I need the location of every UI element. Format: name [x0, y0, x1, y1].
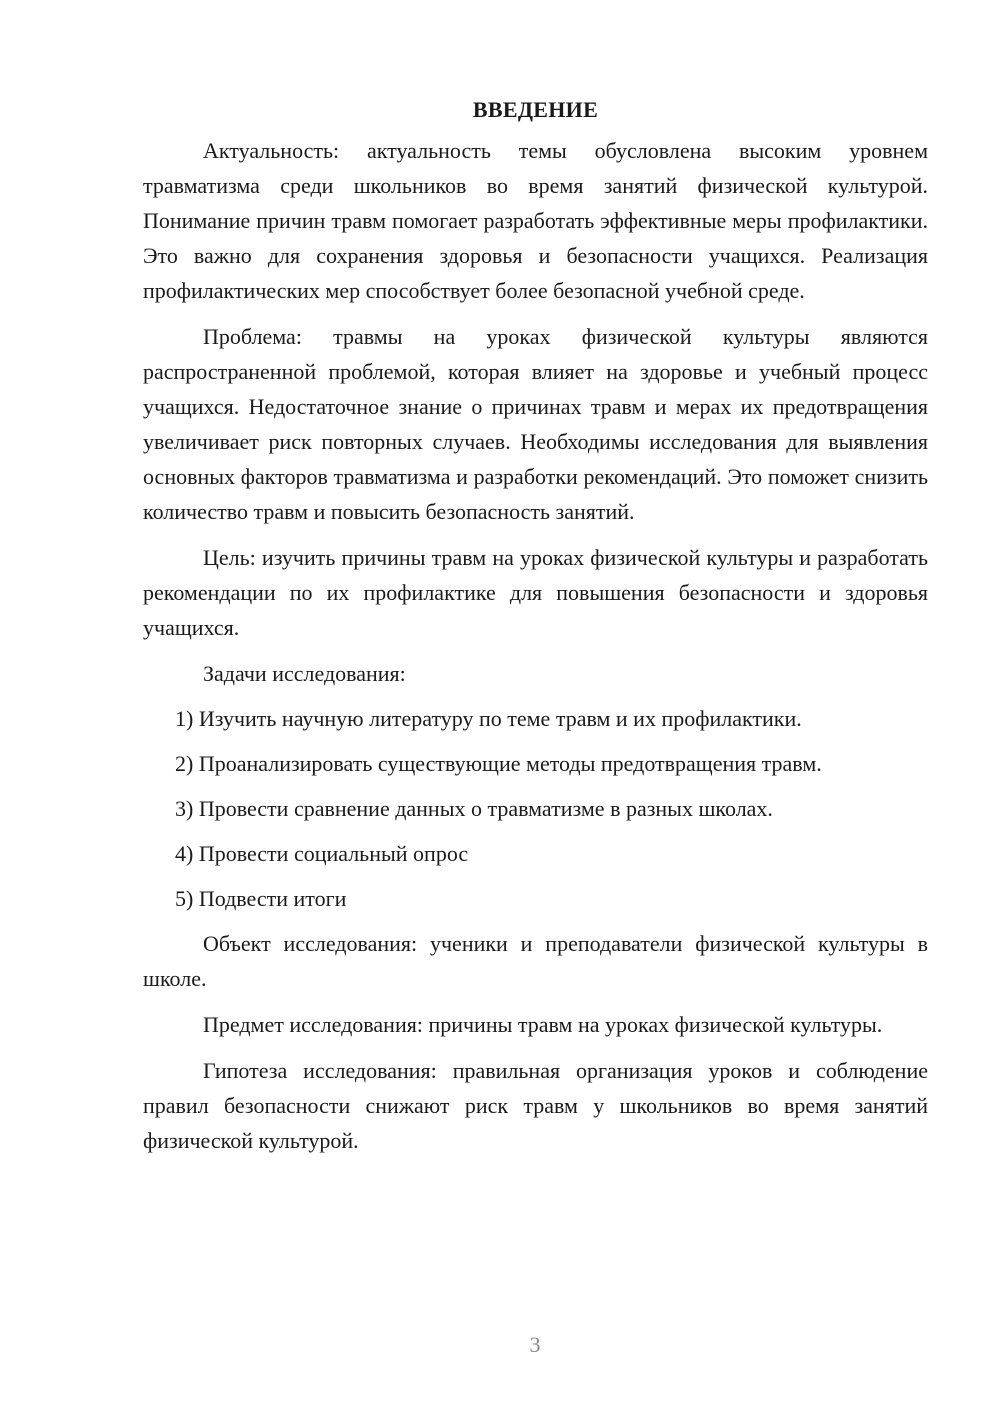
- paragraph-relevance: Актуальность: актуальность темы обусловлена высоким уровнем травматизма среди школьников во время занятий физической культурой. Понимание причин травм помогает разработать эффективные меры профилактики. Это важно для сохранения здоровья и безопасности учащихся. Реализация профилактических мер способствует более безопасной учебной среде.: [143, 138, 928, 303]
- list-item: 2) Проанализировать существующие методы предотвращения травм.: [175, 751, 822, 776]
- list-item: 3) Провести сравнение данных о травматизме в разных школах.: [175, 796, 773, 821]
- page-title: ВВЕДЕНИЕ: [472, 97, 599, 122]
- paragraph-problem: Проблема: травмы на уроках физической культуры являются распространенной проблемой, которая влияет на здоровье и учебный процесс учащихся. Недостаточное знание о причинах травм и мерах их предотвращения увеличивает риск повторных случаев. Необходимы исследования для выявления основных факторов травматизма и разработки рекомендаций. Это поможет снизить количество травм и повысить безопасность занятий.: [143, 324, 928, 524]
- paragraph-object: Объект исследования: ученики и преподаватели физической культуры в школе.: [143, 931, 928, 991]
- paragraph-hypothesis: Гипотеза исследования: правильная организация уроков и соблюдение правил безопасности снижают риск травм у школьников во время занятий физической культурой.: [143, 1058, 928, 1153]
- paragraph-subject: Предмет исследования: причины травм на уроках физической культуры.: [203, 1012, 883, 1037]
- tasks-heading: Задачи исследования:: [203, 661, 406, 686]
- page-number: 3: [529, 1332, 541, 1357]
- document-body: [143, 92, 928, 1169]
- list-item: 4) Провести социальный опрос: [175, 841, 469, 866]
- list-item: 1) Изучить научную литературу по теме травм и их профилактики.: [175, 706, 802, 731]
- paragraph-goal: Цель: изучить причины травм на уроках физической культуры и разработать рекомендации по их профилактике для повышения безопасности и здоровья учащихся.: [143, 545, 928, 640]
- list-item: 5) Подвести итоги: [175, 886, 347, 911]
